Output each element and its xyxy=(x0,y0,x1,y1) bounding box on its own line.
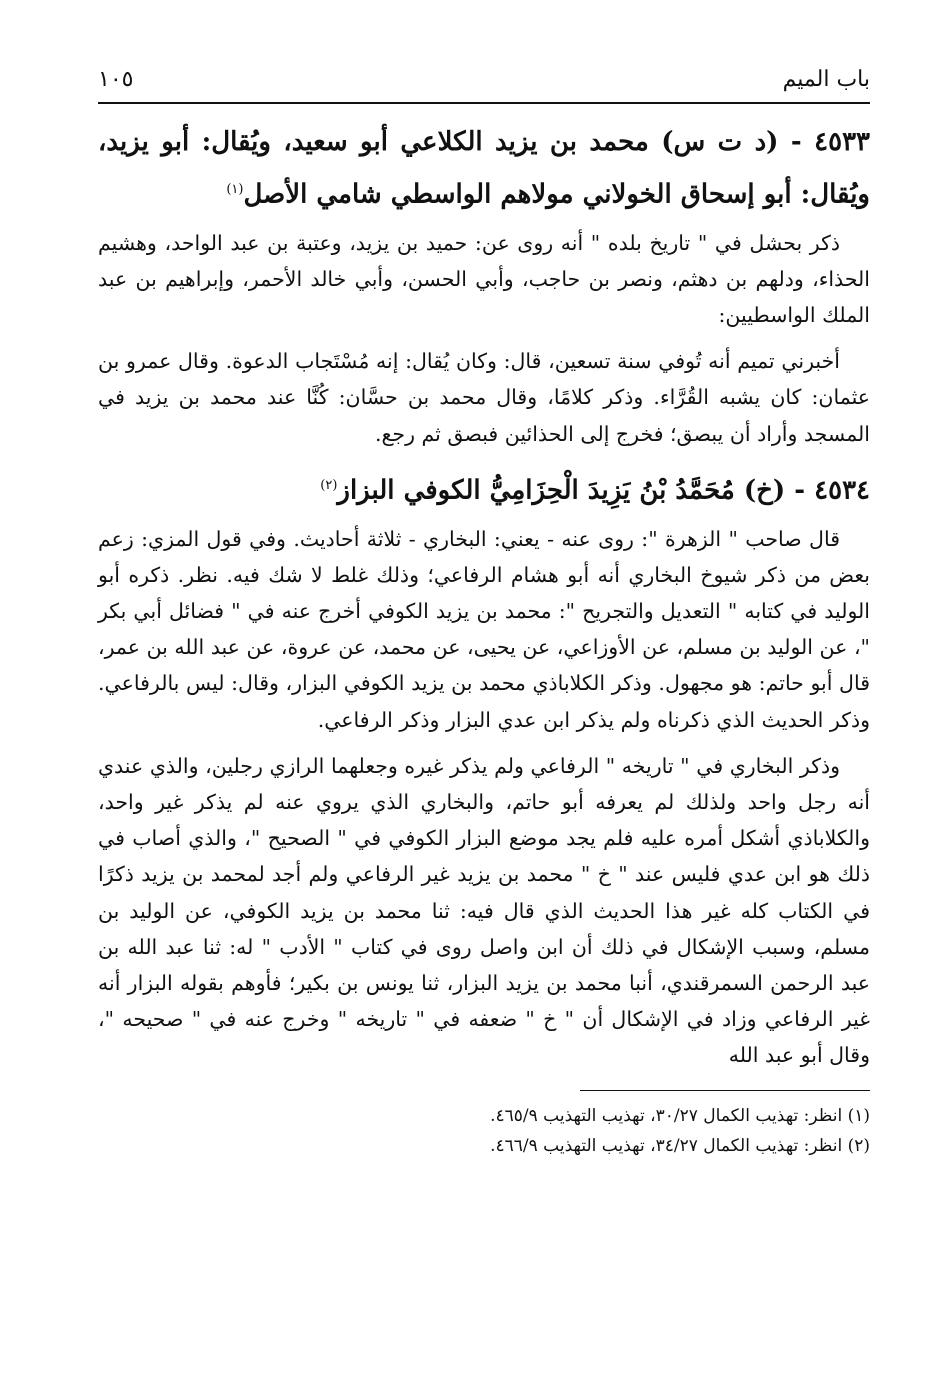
header-rule xyxy=(98,102,870,104)
entry-4533 xyxy=(98,118,870,452)
footnote-reference: (٢) xyxy=(320,477,338,493)
entry-heading xyxy=(98,118,870,219)
footnotes xyxy=(98,1101,870,1161)
chapter-title: باب الميم xyxy=(782,67,870,92)
footnote: (١) انظر: تهذيب الكمال ٣٠/٢٧، تهذيب التهذيب ٤٦٥/٩. xyxy=(490,1105,870,1126)
entry-4534 xyxy=(98,462,870,1074)
footnote-reference: (١) xyxy=(226,182,244,197)
entry-heading-text: ٤٥٣٣ - (د ت س) محمد بن يزيد الكلاعي أبو سعيد، ويُقال: أبو يزيد، ويُقال: أبو إسحاق الخولاني مولاهم الواسطي شامي الأصل xyxy=(98,127,870,210)
entry-paragraph: أخبرني تميم أنه تُوفي سنة تسعين، قال: وكان يُقال: إنه مُسْتَجاب الدعوة. وقال عمرو بن عثمان: كان يشبه القُرَّاء. وذكر كلامًا، وقال محمد بن حسَّان: كُنَّا عند محمد بن يزيد في المسجد وأراد أن يبصق؛ فخرج إلى الحذائين فبصق ثم رجع. xyxy=(98,349,870,446)
footnote: (٢) انظر: تهذيب الكمال ٣٤/٢٧، تهذيب التهذيب ٤٦٦/٩. xyxy=(490,1135,870,1156)
page-number: ١٠٥ xyxy=(98,67,134,92)
entry-paragraph: وذكر البخاري في " تاريخه " الرفاعي ولم يذكر غيره وجعلهما الرازي رجلين، والذي عندي أنه رجل واحد ولذلك لم يعرفه أبو حاتم، والبخاري الذي يروي عنه لم يذكر غير واحد، والكلاباذي أشكل أمره عليه فلم يجد موضع البزار الكوفي في " الصحيح "، والذي أصاب في ذلك هو ابن عدي فليس عند " خ " محمد بن يزيد غير الرفاعي ولم أجد لمحمد بن يزيد ذكرًا في الكتاب كله غير هذا الحديث الذي قال فيه: ثنا محمد بن يزيد الكوفي، عن الوليد بن مسلم، وسبب الإشكال في ذلك أن ابن واصل روى في كتاب " الأدب " له: ثنا عبد الله بن عبد الرحمن السمرقندي، أنبا محمد بن يزيد البزار، ثنا يونس بن بكير؛ فأوهم بقوله البزار أنه غير الرفاعي وزاد في الإشكال أن " خ " ضعفه في " تاريخه " وخرج عنه في " صحيحه "، وقال أبو عبد الله xyxy=(98,753,870,1068)
entry-heading xyxy=(98,462,870,515)
entry-paragraph: ذكر بحشل في " تاريخ بلده " أنه روى عن: حميد بن يزيد، وعتبة بن عبد الواحد، وهشيم الحذاء، ودلهم بن دهثم، ونصر بن حاجب، وأبي الحسن، وأبي خالد الأحمر، وإبراهيم بن عبد الملك الواسطيين: xyxy=(98,230,870,328)
book-page xyxy=(98,58,870,1348)
entry-paragraph: قال صاحب " الزهرة ": روى عنه - يعني: البخاري - ثلاثة أحاديث. وفي قول المزي: زعم بعض من ذكر شيوخ البخاري أنه أبو هشام الرفاعي؛ وذلك غلط لا شك فيه. نظر. ذكره أبو الوليد في كتابه " التعديل والتجريح ": محمد بن يزيد الكوفي أخرج عنه في " فضائل أبي بكر "، عن الوليد بن مسلم، عن الأوزاعي، عن يحيى، عن محمد، عن عروة، عن عبد الله بن عمر، قال أبو حاتم: هو مجهول. وذكر الكلاباذي محمد بن يزيد الكوفي البزار، وقال: ليس بالرفاعي. وذكر الحديث الذي ذكرناه ولم يذكر ابن عدي البزار وذكر الرفاعي. xyxy=(98,526,870,732)
running-head xyxy=(98,58,870,92)
entry-heading-text: ٤٥٣٤ - (خ) مُحَمَّدُ بْنُ يَزِيدَ الْحِزَامِيُّ الكوفي البزاز xyxy=(337,475,870,506)
footnote-rule xyxy=(580,1090,870,1091)
